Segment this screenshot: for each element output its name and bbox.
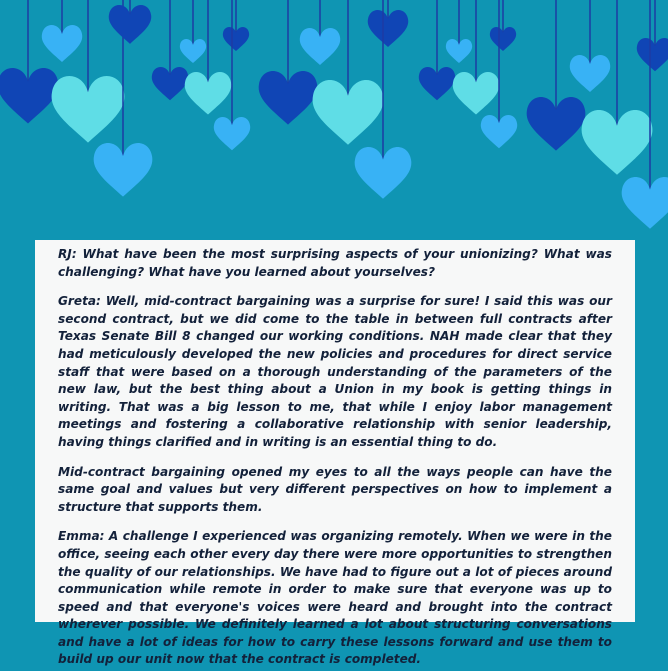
answer-emma-text: : A challenge I experienced was organizing remotely. When we were in the office, seeing each other every day there were more opportunities to strengthen the quality of our relationships. We have had to figure out a lot of pieces around communication while remote in order to make sure that everyone was up to speed and that everyone's voices were heard and brought into the contract wherever possible. We definitely learned a lot about structuring conversations and have a lot of ideas for how to carry these lessons forward and use them to build up our unit now that the contract is completed.: [58, 529, 612, 667]
answer-emma-paragraph: [58, 528, 612, 669]
heart-icon: [0, 68, 58, 124]
answer-greta-paragraph: [58, 293, 612, 451]
interview-card: [35, 240, 635, 667]
question-paragraph: [58, 246, 612, 281]
answer-greta-text: : Well, mid-contract bargaining was a surprise for sure! I said this was our second contract, but we did come to the table in between full contracts after Texas Senate Bill 8 changed our working conditions. NAH made clear that they had meticulously developed the new policies and procedures for direct service staff that were based on a thorough understanding of the parameters of the new law, but the best thing about a Union in my book is getting things in writing. That was a big lesson to me, that while I enjoy labor management meetings and fostering a collaborative relationship with senior leadership, having things clarified and in writing is an essential thing to do.: [58, 294, 612, 449]
question-text: : What have been the most surprising aspects of your unionizing? What was challenging? What have you learned about yourselves?: [58, 247, 612, 279]
speaker-emma: Emma: [58, 529, 100, 544]
speaker-rj: RJ: [58, 247, 72, 261]
hanging-hearts-decoration: [0, 0, 668, 240]
heart-icon: [637, 38, 668, 71]
heart-icon: [622, 177, 668, 229]
answer-greta-continued: Mid-contract bargaining opened my eyes to all the ways people can have the same goal and values but very different perspectives on how to implement a structure that supports them.: [58, 464, 612, 514]
speaker-greta: Greta: [58, 294, 97, 309]
